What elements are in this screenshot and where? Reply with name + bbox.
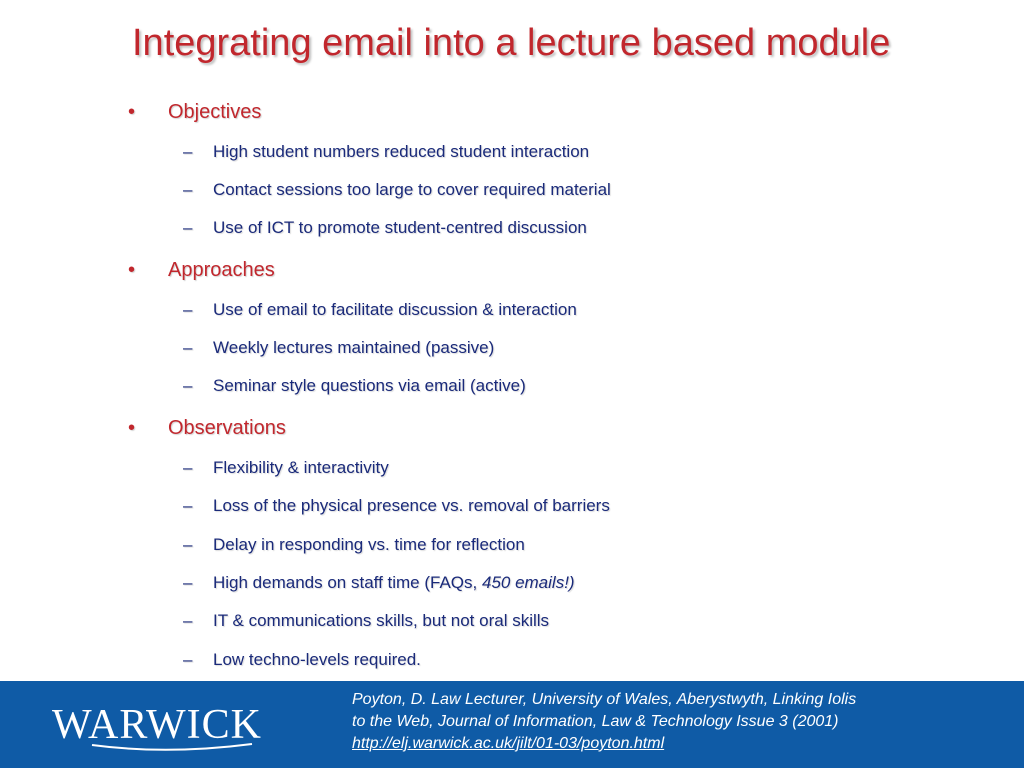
dash-icon: –: [183, 611, 193, 630]
citation: [352, 689, 1012, 755]
list-item: [183, 375, 526, 397]
section-heading-label: Approaches: [168, 258, 275, 281]
dash-icon: –: [183, 142, 193, 161]
dash-icon: –: [183, 218, 193, 237]
warwick-logo: WARWICK: [52, 702, 262, 748]
list-item: [183, 495, 610, 517]
list-item-text: Low techno-levels required.: [213, 650, 421, 669]
dash-icon: –: [183, 300, 193, 319]
list-item-text: Loss of the physical presence vs. removal of barriers: [213, 496, 610, 515]
list-item: [183, 217, 587, 239]
bullet-icon: •: [128, 258, 136, 281]
footer-bar: [0, 681, 1024, 768]
list-item-text: Delay in responding vs. time for reflection: [213, 535, 525, 554]
list-item-text: Weekly lectures maintained (passive): [213, 338, 495, 357]
section-heading-objectives: [128, 99, 261, 125]
section-heading-label: Observations: [168, 416, 286, 439]
list-item-text: Seminar style questions via email (active): [213, 376, 526, 395]
citation-line: Poyton, D. Law Lecturer, University of Wales, Aberystwyth, Linking Iolis: [352, 691, 857, 708]
list-item: [183, 141, 589, 163]
list-item: [183, 649, 421, 671]
bullet-icon: •: [128, 100, 136, 123]
list-item-emphasis: 450 emails!): [481, 573, 575, 592]
dash-icon: –: [183, 458, 193, 477]
list-item-text: Contact sessions too large to cover required material: [213, 180, 611, 199]
section-heading-observations: [128, 415, 286, 441]
dash-icon: –: [183, 180, 193, 199]
list-item: [183, 299, 577, 321]
list-item: [183, 572, 575, 594]
slide-title: Integrating email into a lecture based module: [132, 22, 891, 64]
logo-swoosh-icon: [52, 741, 282, 755]
list-item: [183, 337, 494, 359]
citation-line: to the Web, Journal of Information, Law & Technology Issue 3 (2001): [352, 713, 839, 730]
section-heading-label: Objectives: [168, 100, 262, 123]
list-item-text: High demands on staff time (FAQs,: [213, 573, 482, 592]
list-item-text: Use of email to facilitate discussion & interaction: [213, 300, 577, 319]
dash-icon: –: [183, 650, 193, 669]
dash-icon: –: [183, 338, 193, 357]
list-item: [183, 179, 611, 201]
section-heading-approaches: [128, 257, 275, 283]
list-item-text: Flexibility & interactivity: [213, 458, 389, 477]
list-item: [183, 457, 389, 479]
list-item: [183, 610, 549, 632]
list-item-text: Use of ICT to promote student-centred discussion: [213, 218, 587, 237]
list-item-text: High student numbers reduced student interaction: [213, 142, 590, 161]
list-item-text: IT & communications skills, but not oral skills: [213, 611, 550, 630]
dash-icon: –: [183, 535, 193, 554]
dash-icon: –: [183, 573, 193, 592]
citation-link[interactable]: http://elj.warwick.ac.uk/jilt/01-03/poyton.html: [352, 735, 665, 752]
dash-icon: –: [183, 376, 193, 395]
dash-icon: –: [183, 496, 193, 515]
bullet-icon: •: [128, 416, 136, 439]
list-item: [183, 534, 525, 556]
